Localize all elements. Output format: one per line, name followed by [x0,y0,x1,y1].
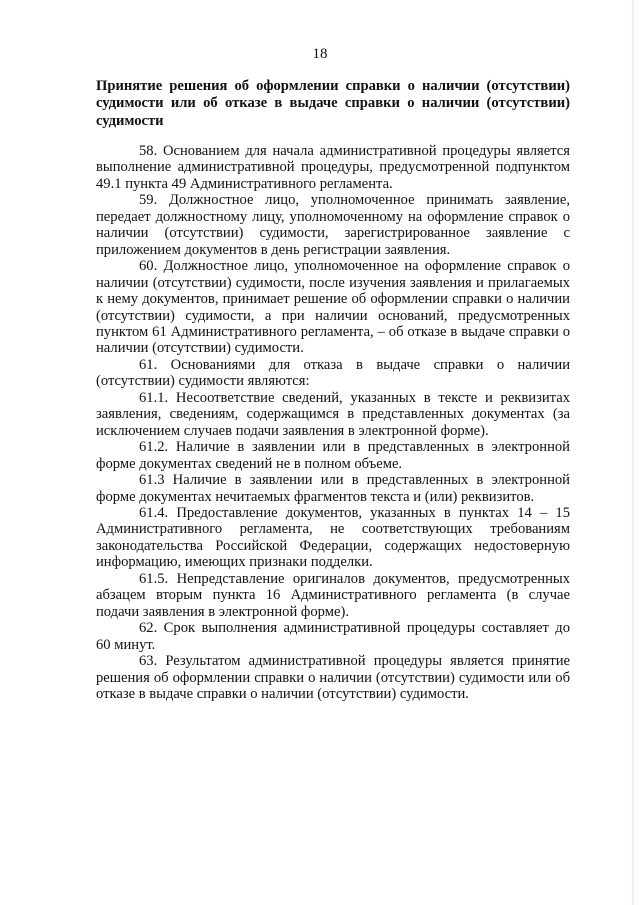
page-number: 18 [312,46,328,62]
paragraph-59: 59. Должностное лицо, уполномоченное принимать заявление, передает должностному лицу, уполномоченному на оформление справок о наличии (отсутствии) судимости, зарегистрированное заявление с приложением документов в день регистрации заявления. [96,192,570,258]
paragraph-61-5: 61.5. Непредставление оригиналов документов, предусмотренных абзацем вторым пункта 16 Административного регламента (в случае подачи заявления в электронной форме). [96,570,570,620]
paragraph-61: 61. Основаниями для отказа в выдаче справки о наличии (отсутствии) судимости являются: [96,356,570,390]
paragraph-61-2: 61.2. Наличие в заявлении или в представленных в электронной форме документах сведений не в полном объеме. [96,439,570,472]
paragraph-58: 58. Основанием для начала административной процедуры является выполнение административной процедуры, предусмотренной подпунктом 49.1 пункта 49 Административного регламента. [96,143,570,192]
document-body [96,143,570,702]
paragraph-61-4: 61.4. Предоставление документов, указанных в пунктах 14 – 15 Административного регламента, не соответствующих требованиям законодательства Российской Федерации, содержащих недостоверную информацию, имеющих признаки подделки. [96,504,570,571]
paragraph-60: 60. Должностное лицо, уполномоченное на оформление справок о наличии (отсутствии) судимости, после изучения заявления и прилагаемых к нему документов, принимает решение об оформлении справки о наличии (отсутствии) судимости, а при наличии оснований, предусмотренных пунктом 61 Административного регламента, – об отказе в выдаче справки о наличии (отсутствии) судимости. [96,258,570,357]
paragraph-62: 62. Срок выполнения административной процедуры составляет до 60 минут. [96,620,570,653]
section-heading: Принятие решения об оформлении справки о наличии (отсутствии) судимости или об отказе в выдаче справки о наличии (отсутствии) судимости [96,78,570,129]
paragraph-63: 63. Результатом административной процедуры является принятие решения об оформлении справки о наличии (отсутствии) судимости или об отказе в выдаче справки о наличии (отсутствии) судимости. [96,653,570,702]
paragraph-61-1: 61.1. Несоответствие сведений, указанных в тексте и реквизитах заявления, сведениям, содержащимся в представленных документах (за исключением случаев подачи заявления в электронной форме). [96,389,570,439]
paragraph-61-3: 61.3 Наличие в заявлении или в представленных в электронной форме документах нечитаемых фрагментов текста и (или) реквизитов. [96,472,570,505]
scan-edge [631,0,634,905]
